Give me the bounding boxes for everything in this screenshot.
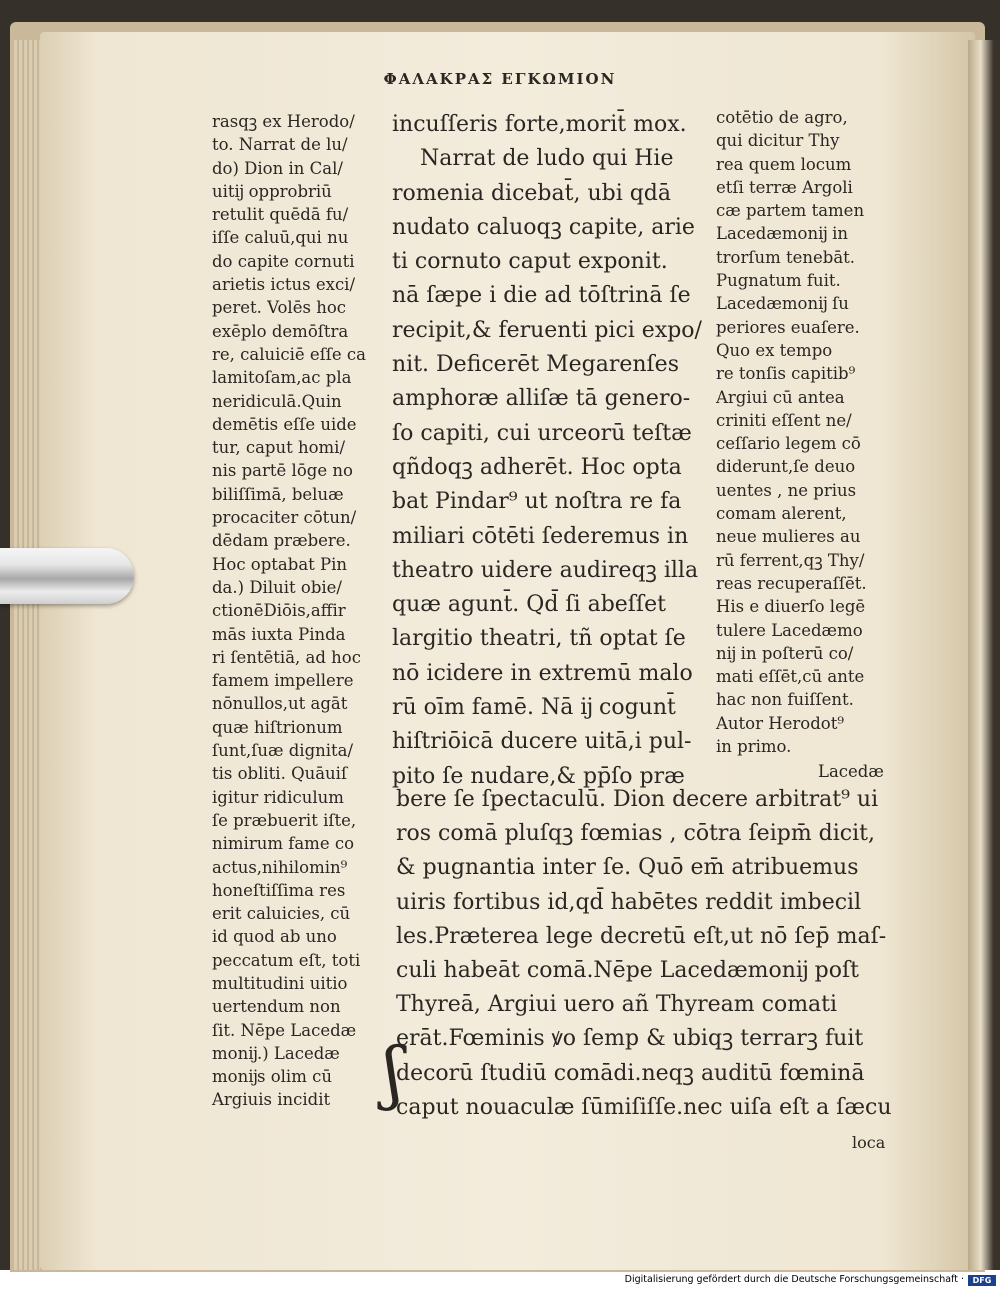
right-column-line: Pugnatum fuit. [716, 271, 841, 291]
page-stack-edge [14, 40, 40, 1270]
left-column-line: ſunt,ſuæ dignita/ [212, 741, 354, 761]
main-text-line: qñdoqꝫ adherēt. Hoc opta [392, 454, 682, 480]
left-column-line: da.) Diluit obie/ [212, 577, 342, 597]
left-column-line: uitĳ opprobriū [212, 181, 332, 201]
left-column-line: peccatum eſt, toti [212, 950, 361, 970]
left-column-line: honeſtiſſima res [212, 880, 346, 900]
right-column-line: ceſſario legem cō [716, 434, 861, 454]
right-column-line: rū ferrent,qꝫ Thy/ [716, 550, 865, 570]
right-column-line: cæ partem tamen [716, 201, 865, 221]
left-column-line: procaciter cōtun/ [212, 508, 357, 528]
left-column-line: peret. Volēs hoc [212, 298, 346, 318]
right-column-line: rea quem locum [716, 154, 852, 174]
left-column-line: erit caluicies, cū [212, 904, 351, 924]
left-column-line: nimirum fame co [212, 834, 355, 854]
right-column-line: His e diuerſo legē [716, 597, 866, 617]
main-text-line: rū oīm famē. Nā ĳ cogunt̄ [392, 695, 676, 721]
left-column-line: quæ hiſtrionum [212, 717, 343, 737]
main-text-line: incuſſeris forte,morit̄ mox. [392, 112, 687, 137]
right-column-line: uentes , ne prius [716, 480, 857, 500]
left-column-line: demētis eſſe uide [212, 414, 357, 434]
catchword: loca [852, 1133, 886, 1152]
right-margin-column [716, 106, 867, 758]
left-column-line: iſſe caluū,qui nu [212, 228, 349, 248]
main-text-line: recipit,& feruenti pici expo/ [392, 317, 702, 343]
right-column-line: cotētio de agro, [716, 108, 848, 127]
right-column-line: trorſum tenebāt. [716, 247, 856, 267]
right-column-line: Argiui cū antea [716, 387, 845, 407]
right-column-line: mati eſſēt,cū ante [716, 667, 865, 687]
main-text-line: ti cornuto caput exponit. [392, 249, 668, 275]
main-text-line: bat Pindar⁹ ut noſtra re fa [392, 489, 682, 515]
left-column-line: to. Narrat de lu/ [212, 135, 348, 155]
left-column-line: do) Dion in Cal/ [212, 158, 343, 178]
main-text-line: ſo capiti, cui urceorū teſtæ [392, 420, 692, 446]
left-column-line: Hoc optabat Pin [212, 554, 348, 574]
main-text-line: caput nouaculæ ſūmiſiſſe.nec uiſa eſt a ſæcu [396, 1094, 892, 1120]
right-column-line: Autor Herodot⁹ [716, 713, 844, 733]
main-text-column [392, 108, 702, 794]
bracket-mark-icon: ʃ [384, 1034, 403, 1113]
main-text-line: Thyreā, Argiui uero añ Thyream comati [396, 992, 838, 1018]
right-column-line: Quo ex tempo [716, 340, 833, 360]
main-text-line: Narrat de ludo qui Hie [392, 146, 674, 172]
left-column-line: ſe præbuerit iſte, [212, 810, 357, 830]
left-column-line: re, caluiciē eſſe ca [212, 344, 366, 364]
left-column-line: actus,nihilomin⁹ [212, 857, 348, 877]
left-column-line: ſit. Nēpe Lacedæ [212, 1020, 357, 1040]
right-column-line: neue mulieres au [716, 527, 861, 547]
main-text-line: decorū ſtudiū comādi.neqꝫ auditū fœminā [396, 1060, 865, 1086]
left-column-line: dēdam præbere. [212, 531, 351, 551]
right-column-line: qui dicitur Thy [716, 131, 840, 151]
left-column-line: biliſſimā, beluæ [212, 484, 344, 504]
left-column-line: multitudini uitio [212, 973, 348, 993]
left-column-line: do capite cornuti [212, 251, 355, 271]
left-column-line: neridiculā.Quin [212, 391, 342, 411]
left-column-line: arietis ictus exci/ [212, 275, 356, 295]
left-column-line: monĳs olim cū [212, 1067, 332, 1087]
left-column-line: exēplo demōſtra [212, 321, 349, 341]
right-column-line: criniti eſſent ne/ [716, 410, 852, 430]
main-text-line: quæ agunt̄. Qd̄ ſi abeſſet [392, 592, 666, 618]
right-column-line: nĳ in poſterū co/ [716, 643, 854, 663]
main-text-line: culi habeāt comā.Nēpe Lacedæmonĳ poſt [396, 958, 859, 984]
left-column-line: tis obliti. Quāuiſ [212, 764, 348, 784]
left-column-line: retulit quēdā fu/ [212, 205, 349, 225]
main-text-line: largitio theatri, tñ optat ſe [392, 626, 686, 652]
main-text-line: miliari cōtēti ſederemus in [392, 523, 689, 549]
main-text-line: & pugnantia inter ſe. Quō em̄ atribuemus [396, 855, 859, 881]
main-text-bottom-block [396, 783, 891, 1125]
main-text-line: amphoræ alliſæ tā genero- [392, 386, 691, 412]
dfg-logo-icon: DFG [968, 1275, 996, 1286]
main-text-line: theatro uidere audireqꝫ illa [392, 557, 699, 583]
main-text-line: ros comā pluſqꝫ fœmias , cōtra ſeipm̄ dicit, [396, 821, 875, 847]
left-column-line: id quod ab uno [212, 927, 337, 947]
page-gutter-edge [968, 40, 1000, 1270]
main-text-line: nudato caluoqꝫ capite, arie [392, 214, 695, 240]
main-text-line: uiris fortibus id,qd̄ habētes reddit imbecil [396, 889, 862, 915]
main-text-line: nit. Deficerēt Megarenſes [392, 352, 679, 378]
left-column-line: ri ſentētiā, ad hoc [212, 647, 361, 667]
right-column-line: re tonſis capitib⁹ [716, 364, 856, 384]
main-text-line: nā ſæpe i die ad tōſtrinā ſe [392, 283, 691, 309]
main-text-line: nō icidere in extremū malo [392, 660, 693, 686]
left-column-line: mās iuxta Pinda [212, 624, 346, 644]
left-column-line: famem impellere [212, 671, 354, 691]
right-column-line: Lacedæmonĳ ſu [716, 294, 849, 314]
right-column-line: comam alerent, [716, 504, 847, 524]
left-column-line: nōnullos,ut agāt [212, 694, 348, 714]
right-column-line: tulere Lacedæmo [716, 620, 863, 640]
footer-credit: Digitalisierung gefördert durch die Deutsche Forschungsgemeinschaft · [624, 1274, 964, 1285]
digitization-footer [560, 1272, 1000, 1290]
left-column-line: uertendum non [212, 997, 341, 1017]
right-column-line: etſi terræ Argoli [716, 177, 853, 197]
left-column-line: lamitoſam,ac pla [212, 368, 352, 388]
main-text-line: pito ſe nudare,& pp̄ſo præ [392, 763, 685, 789]
running-head: ΦΑΛΑΚΡΑΣ ΕΓΚΩΜΙΟΝ [383, 70, 617, 88]
main-text-line: erāt.Fœminis ꝟo ſemp & ubiqꝫ terrarꝫ fuit [396, 1026, 864, 1052]
right-column-line: hac non fuiſſent. [716, 690, 854, 710]
right-column-line: diderunt,ſe deuo [716, 457, 856, 477]
main-text-line: bere ſe ſpectaculū. Dion decere arbitrat⁹ ui [396, 787, 879, 812]
left-column-line: nis partē lōge no [212, 461, 353, 481]
left-column-line: rasqꝫ ex Herodo/ [212, 112, 355, 131]
left-column-line: monĳ.) Lacedæ [212, 1043, 340, 1063]
left-column-line: tur, caput homi/ [212, 438, 346, 458]
right-column-line: in primo. [716, 737, 792, 757]
right-column-line: Lacedæmonĳ in [716, 224, 849, 244]
left-column-line: ctionēDiōis,affir [212, 601, 346, 621]
main-text-line: les.Præterea lege decretū eſt,ut nō ſep̄ maſ- [396, 923, 887, 949]
main-text-line: romenia dicebat̄, ubi qdā [392, 180, 672, 206]
right-column-line: periores euaſere. [716, 317, 860, 337]
left-column-line: Argiuis incidit [212, 1090, 331, 1110]
left-margin-column [212, 110, 366, 1112]
glass-clip-icon [0, 548, 134, 604]
left-column-line: igitur ridiculum [212, 787, 344, 807]
main-text-line: hiſtriōicā ducere uitā,i pul- [392, 729, 692, 755]
right-column-line: reas recuperaſſēt. [716, 573, 867, 593]
right-column-tail: Lacedæ [818, 762, 884, 781]
